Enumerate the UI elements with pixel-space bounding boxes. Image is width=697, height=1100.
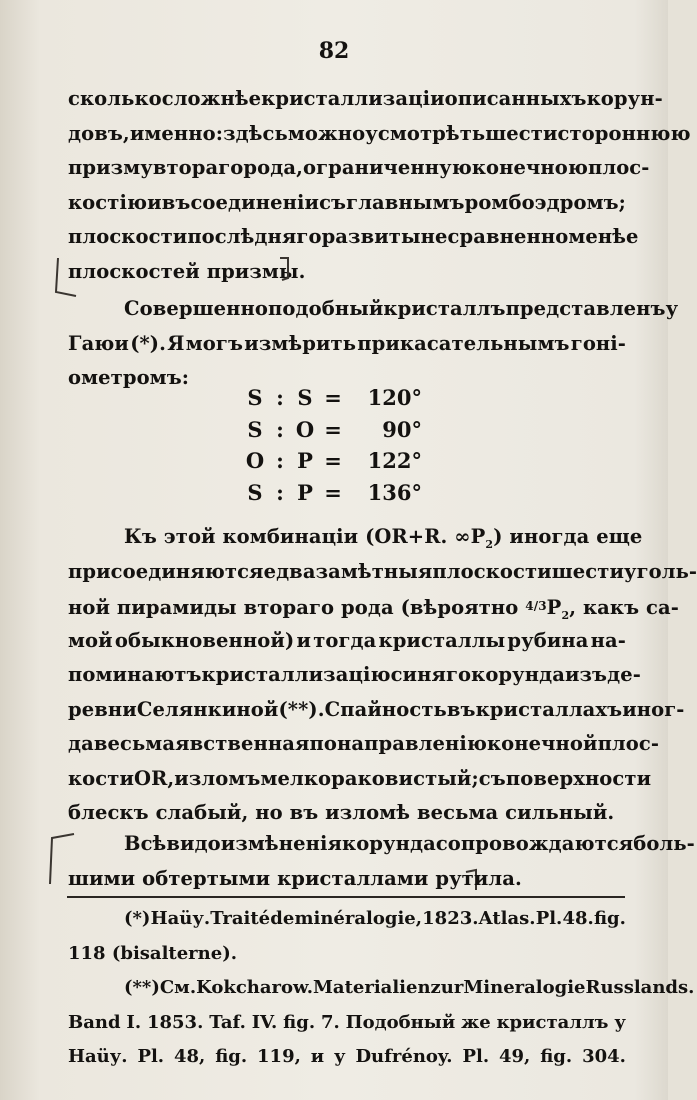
footnote-divider	[67, 896, 625, 898]
word: См.	[159, 977, 197, 998]
word: 7.	[320, 1011, 340, 1033]
word: Band	[68, 1011, 121, 1033]
subscript: 2	[485, 538, 494, 551]
word: явственная	[175, 732, 310, 755]
word: главнымъ	[346, 190, 465, 214]
word: же	[461, 1011, 491, 1033]
word: измѣрить	[244, 331, 357, 355]
word: Russlands.	[585, 977, 695, 998]
text-line	[68, 589, 679, 624]
word: шестиуголь-	[551, 559, 697, 583]
word: корунда	[342, 832, 436, 855]
word: кости	[68, 766, 135, 790]
word: подобный	[268, 297, 384, 320]
footnote-line	[68, 1007, 626, 1042]
word: Спайность	[324, 697, 447, 721]
footnote-line	[68, 1041, 626, 1076]
formula-face: P	[297, 448, 313, 473]
word: Kokcharow.	[196, 977, 313, 998]
word: могъ	[185, 331, 244, 355]
word: кристаллизаціи	[261, 87, 445, 110]
word: Всѣ	[124, 832, 167, 855]
formula-face: S	[247, 416, 263, 442]
word: Pl.	[535, 908, 563, 929]
word: (*)	[124, 908, 151, 929]
word: fig.	[283, 1011, 316, 1033]
word: OR,	[134, 766, 175, 790]
word: съ	[478, 766, 506, 790]
word: корунда	[471, 663, 565, 686]
word: (**)	[124, 977, 160, 998]
word: 1853.	[146, 1011, 204, 1033]
word: ромбоэдромъ;	[464, 190, 626, 214]
word: Atlas.	[478, 908, 536, 929]
angle-measurements	[244, 382, 424, 508]
word: плос-	[587, 156, 650, 179]
paragraph-1	[68, 82, 691, 289]
word: конечною	[471, 156, 588, 179]
formula-angle: 136°	[367, 479, 422, 505]
word: присоединяются	[68, 559, 264, 583]
word: кристаллахъ	[475, 697, 623, 721]
word: плос-	[597, 732, 660, 755]
word: Совершенно	[124, 297, 269, 320]
word: поверхности	[505, 766, 652, 790]
word: рубина	[507, 628, 589, 652]
word: Pl.	[462, 1046, 490, 1067]
text-run: P	[546, 596, 562, 619]
word: здѣсь	[223, 121, 288, 145]
word: сопровождаются	[435, 832, 634, 855]
text-line	[68, 658, 641, 693]
word: fig.	[593, 908, 626, 929]
text-run: Къ этой комбинаціи (OR+R. ∞P	[124, 525, 486, 548]
word: у	[614, 1011, 626, 1033]
word: послѣдняго	[187, 225, 322, 248]
text-segment	[68, 589, 679, 624]
formula-colon: :	[276, 448, 284, 473]
text-line	[68, 220, 639, 255]
word: кристаллъ	[496, 1011, 609, 1033]
footnotes	[68, 903, 695, 1076]
word: 49,	[499, 1046, 531, 1067]
footnote-line	[68, 903, 626, 938]
word: можно	[287, 121, 366, 145]
word: 304.	[582, 1046, 626, 1067]
word: Селянкиной	[136, 697, 279, 721]
text-line: ометромъ:	[68, 366, 190, 389]
text-line	[68, 82, 663, 117]
word: видоизмѣненія	[166, 832, 343, 855]
word: 48,	[173, 1046, 206, 1067]
word: де-	[607, 663, 641, 686]
formula-angle: 90°	[382, 416, 422, 442]
word: костію	[68, 190, 148, 214]
word: на-	[590, 628, 626, 652]
paragraph-4	[68, 827, 695, 896]
text-line	[68, 151, 650, 186]
text-run: , какъ са-	[569, 596, 679, 619]
text-line	[68, 327, 626, 362]
word: замѣтныя	[315, 559, 433, 583]
text-line	[68, 693, 685, 728]
word: прикасательнымъ	[357, 331, 570, 355]
word: I.	[126, 1011, 142, 1033]
word: Наüу.	[150, 908, 211, 929]
text-run: ной пирамиды втораго рода (вѣроятно	[68, 596, 526, 619]
text-line	[68, 762, 652, 797]
word: боль-	[633, 832, 695, 855]
word: Я	[167, 331, 185, 355]
word: обыкновенной)	[114, 628, 295, 652]
word: fig.	[215, 1046, 248, 1067]
word: 1823.	[422, 908, 479, 929]
text-line	[68, 827, 695, 862]
word: въ	[446, 697, 476, 721]
formula-face: S	[247, 479, 263, 505]
word: Mineralogie	[463, 977, 586, 998]
word: Traité	[210, 908, 271, 929]
formula-equals: =	[324, 479, 342, 505]
word: ограниченную	[302, 156, 472, 179]
word: сколько	[68, 87, 162, 110]
word: Taf.	[209, 1011, 246, 1033]
text-line	[68, 555, 697, 590]
word: иног-	[622, 697, 685, 721]
text-segment	[124, 520, 642, 555]
paragraph-3	[68, 520, 697, 831]
word: кристаллы	[378, 628, 506, 652]
word: Pl.	[137, 1046, 165, 1067]
word: синяго	[390, 663, 472, 686]
word: соединеніи	[190, 190, 320, 214]
formula-equals: =	[324, 448, 342, 473]
word: описанныхъ	[444, 87, 587, 110]
text-line	[68, 727, 660, 762]
word: Dufrénoy.	[355, 1046, 453, 1067]
word: (**).	[278, 697, 325, 721]
word: едва	[263, 559, 316, 583]
formula-equals: =	[324, 416, 342, 442]
word: довъ,	[68, 121, 130, 145]
footnote-line: 118 (bisalterne).	[68, 942, 237, 964]
pencil-bracket-mark	[278, 254, 292, 282]
word: направленію	[337, 732, 487, 755]
formula-face: P	[297, 479, 313, 505]
word: мелкораковистый;	[260, 766, 479, 790]
word: изломъ	[174, 766, 261, 790]
word: кристаллъ	[383, 297, 506, 320]
word: въ	[161, 190, 191, 214]
fraction: 4/3	[525, 599, 547, 613]
word: представленъ	[505, 297, 666, 320]
word: втораго	[152, 156, 244, 179]
word: развиты	[321, 225, 421, 248]
formula-colon: :	[276, 416, 284, 442]
word: плоскости	[432, 559, 552, 583]
word: и	[310, 1046, 325, 1067]
word: съ	[319, 190, 347, 214]
formula-row	[244, 382, 424, 414]
word: ревни	[68, 697, 137, 721]
word: несравненно	[420, 225, 569, 248]
text-line: плоскостей призмы.	[68, 259, 306, 283]
word: и	[296, 628, 312, 652]
word: 119,	[257, 1046, 301, 1067]
word: весьма	[93, 732, 176, 755]
word: minéralogie,	[294, 908, 423, 929]
paragraph-2	[68, 292, 679, 396]
word: у	[334, 1046, 346, 1067]
word: плоскости	[68, 225, 188, 248]
word: Materialien	[312, 977, 431, 998]
formula-row	[244, 477, 424, 509]
word: шестистороннюю	[485, 121, 691, 145]
word: да	[68, 732, 94, 755]
word: конечной	[486, 732, 598, 755]
formula-face: O	[295, 416, 315, 442]
word: Гаюи	[68, 331, 129, 355]
formula-angle: 122°	[367, 448, 422, 473]
text-line	[68, 520, 643, 555]
page-number: 82	[318, 38, 350, 64]
word: корун-	[586, 87, 663, 110]
formula-row	[244, 414, 424, 446]
formula-face: S	[247, 385, 263, 410]
formula-face: O	[245, 448, 265, 473]
formula-row	[244, 445, 424, 477]
word: рода,	[243, 156, 303, 179]
text-line: шими обтертыми кристаллами рутила.	[68, 866, 522, 890]
word: de	[270, 908, 295, 929]
word: сложнѣе	[161, 87, 262, 110]
text-line	[68, 624, 626, 659]
word: изъ	[564, 663, 608, 686]
word: по	[309, 732, 338, 755]
word: призму	[68, 156, 153, 179]
text-line	[68, 117, 691, 152]
formula-colon: :	[276, 479, 284, 505]
word: Наüу.	[68, 1046, 128, 1067]
word: fig.	[540, 1046, 573, 1067]
text-line	[68, 292, 679, 327]
word: кристаллизацію	[201, 663, 391, 686]
text-run: ) иногда еще	[493, 525, 643, 548]
word: тогда	[313, 628, 377, 652]
word: Подобный	[345, 1011, 456, 1033]
formula-face: S	[297, 385, 313, 410]
word: менѣе	[568, 225, 639, 248]
footnote-line	[68, 972, 695, 1007]
word: IV.	[251, 1011, 278, 1033]
formula-angle: 120°	[367, 385, 422, 410]
formula-equals: =	[324, 385, 342, 410]
word: гоні-	[570, 331, 626, 355]
subscript: 2	[561, 609, 570, 622]
text-line: блескъ слабый, но въ изломѣ весьма сильный.	[68, 801, 615, 824]
word: и	[147, 190, 162, 214]
word: именно:	[129, 121, 224, 145]
word: усмотрѣть	[365, 121, 486, 145]
word: zur	[430, 977, 464, 998]
word: поминаютъ	[68, 663, 202, 686]
text-line	[68, 186, 626, 221]
formula-colon: :	[276, 385, 284, 410]
word: 48.	[562, 908, 594, 929]
word: мой	[68, 628, 113, 652]
word: (*).	[130, 331, 167, 355]
word: у	[665, 297, 679, 320]
